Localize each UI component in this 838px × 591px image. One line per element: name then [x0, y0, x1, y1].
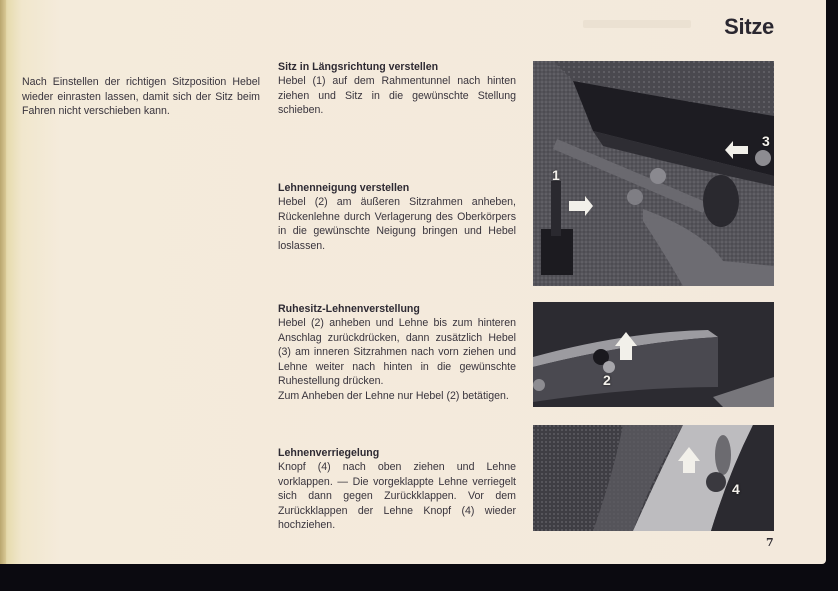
page-number: 7 [766, 536, 774, 549]
section-heading: Sitz in Längsrichtung verstellen [278, 61, 439, 73]
section-heading: Lehnenverriegelung [278, 447, 380, 459]
section-reclining-seat [278, 302, 516, 403]
page-title: Sitze [724, 14, 774, 39]
section-body: Hebel (1) auf dem Rahmentunnel nach hinten ziehen und Sitz in die gewünschte Stellung schieben. [278, 75, 516, 116]
section-seat-longitudinal [278, 60, 516, 118]
callout-label: 3 [762, 133, 770, 149]
outer-seat-frame-lever-photo [533, 302, 774, 407]
section-backrest-tilt [278, 181, 516, 253]
section-heading: Lehnenneigung verstellen [278, 182, 410, 194]
callout-label: 4 [732, 481, 740, 497]
section-backrest-lock [278, 446, 516, 533]
backrest-lock-knob-photo [533, 425, 774, 531]
section-body-note: Zum Anheben der Lehne nur Hebel (2) betätigen. [278, 389, 509, 402]
callout-label: 2 [603, 372, 611, 388]
side-note: Nach Einstellen der richtigen Sitzposition Hebel wieder einrasten lassen, damit sich der Sitz beim Fahren nicht verschieben kann. [22, 76, 260, 117]
seat-rail-levers-photo [533, 61, 774, 286]
section-body: Hebel (2) am äußeren Sitzrahmen anheben, Rückenlehne durch Verlagerung des Oberkörpers in die gewünschte Neigung bringen und Hebel loslassen. [278, 196, 516, 252]
callout-label: 1 [552, 167, 560, 183]
page-spine-edge [0, 0, 6, 564]
section-body: Hebel (2) anheben und Lehne bis zum hinteren Anschlag zurückdrücken, dann zusätzlich Hebel (3) am inneren Sitzrahmen nach vorn ziehen und Lehne weiter nach hinten in die gewünschte Ruhestellung drücken. [278, 317, 516, 387]
section-body: Knopf (4) nach oben ziehen und Lehne vorklappen. — Die vorgeklappte Lehne verriegelt sich dann gegen Zurückklappen. Vor dem Zurückklappen der Lehne Knopf (4) wieder hochziehen. [278, 461, 516, 531]
section-heading: Ruhesitz-Lehnenverstellung [278, 303, 420, 315]
show-through-text [583, 20, 691, 28]
